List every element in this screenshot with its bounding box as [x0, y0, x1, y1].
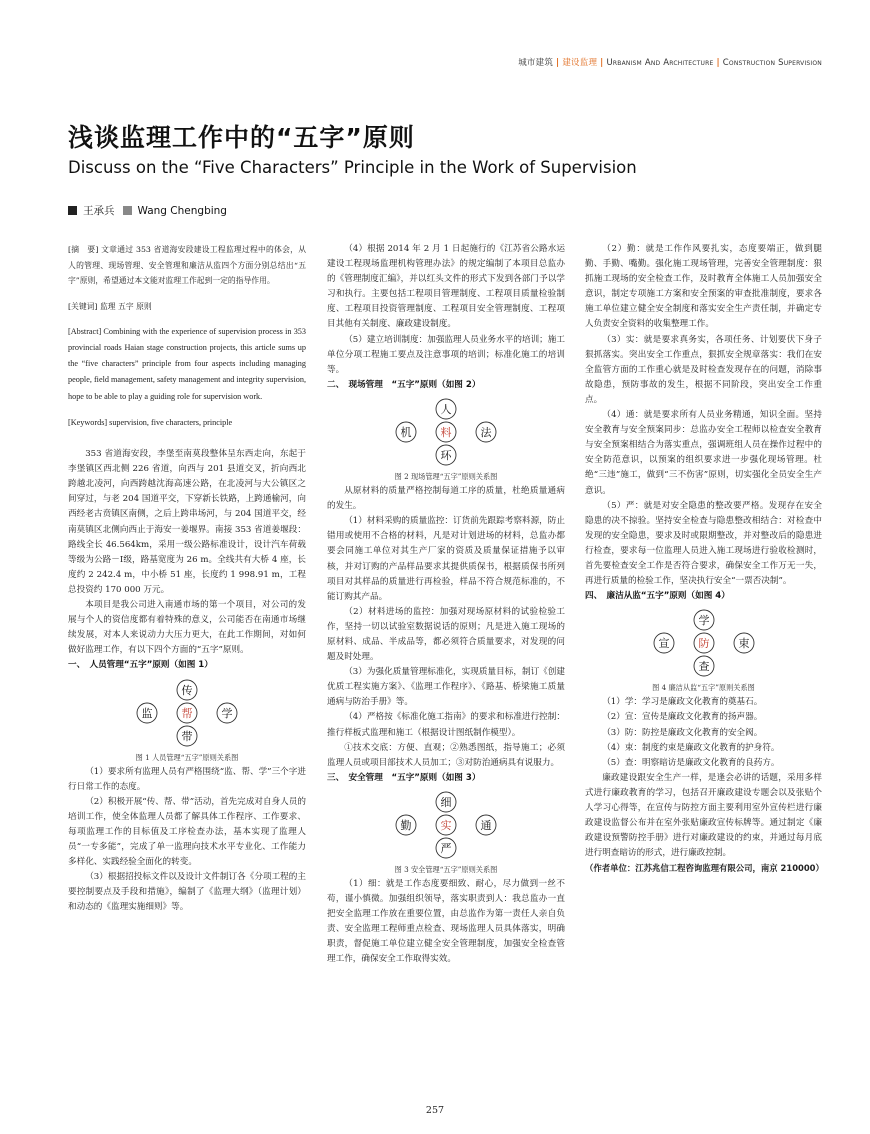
section-4-item-4: （4）束：制度约束是廉政文化教育的护身符。 — [602, 742, 780, 753]
figure-4-top: 学 — [698, 614, 709, 628]
figure-2-left: 机 — [400, 425, 412, 439]
header-part3: Urbanism And Architecture — [606, 58, 714, 68]
section-4-item-2: （2）宣：宣传是廉政文化教育的扬声器。 — [602, 712, 763, 723]
section-2-paragraph-2: （2）材料进场的监控：加强对现场原材料的试验检验工作，坚持一切以试验室数据说话的原则；凡是进入施工现场的原材料、成品、半成品等，都必须符合质量要求，对发现的问题及时处理。 — [327, 606, 565, 663]
figure-2 — [327, 397, 565, 467]
running-header — [405, 56, 822, 70]
section-2-paragraph-0: 从原材料的质量严格控制每道工序的质量，杜绝质量通病的发生。 — [327, 486, 565, 512]
section-4-item-1: （1）学：学习是廉政文化教育的奠基石。 — [602, 697, 763, 708]
header-part2: 建设监理 — [562, 58, 598, 68]
title-english: Discuss on the “Five Characters” Principle in the Work of Supervision — [68, 158, 637, 177]
section-3-heading: 三、 安全管理 “五字”原则（如图 3） — [327, 772, 481, 783]
figure-2-top: 人 — [440, 402, 452, 416]
section-4-paragraph: 廉政建设跟安全生产一样，是逢会必讲的话题，采用多样式进行廉政教育的学习，包括召开廉政建设专题会以及张贴个人学习心得等，在宣传与防控方面主要利用室外宣传栏进行廉政建设监督公布并在室外张贴廉政宣传标牌等。通过制定《廉政建设预警防控手册》进行对廉政建设的约束，并通过每月底进行明查暗访的形式，进行廉政控制。 — [585, 772, 822, 859]
figure-3-center: 实 — [440, 818, 452, 832]
page-number: 257 — [425, 1105, 445, 1116]
figure-4-right: 束 — [738, 637, 749, 651]
section-3-paragraph-4: （4）通：就是要求所有人员业务精通，知识全面。坚持安全教育与安全预案同步：总监办安全工程师以检查安全教育与安全预案相结合为落实重点，强调班组人员在操作过程中的安全防范意识，以预案的组织要求进一步强化现场管理。杜绝“三违”施工，做到“三不伤害”原则，切实强化全员安全生产意识。 — [585, 410, 822, 496]
section-3-paragraph-5: （5）严：就是对安全隐患的整改要严格。发现存在安全隐患的决不掠验。坚持安全检查与隐患整改相结合：对检查中发现的安全隐患，要求及时或限期整改，并对整改后的隐患进行检查，要求每一位监理人员进入施工现场进行验收检测时，首先要检查安全工作是否符合要求，确保安全工作万无一失，再进行质量的检验工作，坚决执行安全“一票否决制”。 — [585, 500, 822, 587]
abstract-chinese: [摘 要] 文章通过 353 省道海安段建设工程监理过程中的体会，从人的管理、现场管理、安全管理和廉洁从监四个方面分别总结出“五字”原则，希望通过本文能对监理工作起到一定的指导作用。 — [68, 245, 306, 286]
section-2-heading: 二、 现场管理 “五字”原则（如图 2） — [327, 379, 481, 390]
header-part4: Construction Supervision — [722, 58, 822, 68]
figure-3-top: 细 — [440, 795, 452, 809]
figure-2-caption: 图 2 现场管理“五字”原则关系图 — [394, 471, 498, 481]
section-1-paragraph-3: （3）根据招投标文件以及设计文件制订各《分项工程的主要控制要点及手段和措施》，编制了《监理大纲》（监理计划）和动态的《监理实施细则》等。 — [68, 872, 306, 913]
column-3 — [585, 242, 822, 876]
figure-3-right: 通 — [480, 818, 492, 832]
intro-paragraph-1: 353 省道海安段，李堡至南莫段整体呈东西走向，东起于李堡镇区西北侧 226 省道，向西与 201 县道交叉，折向西北跨越北凌河，向西跨越沈海高速公路，在北凌河与大公镇区之间穿过，与老 204 国道平交，下穿新长铁路，上跨通榆河，向西经老古贲镇区南侧，之后上跨串场河，与 204 国道平交，经南莫镇区北侧向西止于海安一姜堰界。南接 353 省道姜堰段：路线全长 46.564km，采用一级公路标准设计，设计汽车荷载等级为公路－Ⅰ级，路基宽度为 26 m。全线共有大桥 4 座，长度约 2 242.4 m，中小桥 51 座，长度约 1 998.91 m，工程总投资约 170 000 万元。 — [68, 449, 306, 595]
section-2-paragraph-4: （4）严格按《标准化施工指南》的要求和标准进行控制：推行样板式监理和施工（根据设计图纸制作模型）。 — [327, 712, 565, 738]
section-1-paragraph-4: （4）根据 2014 年 2 月 1 日起施行的《江苏省公路水运建设工程现场监理机构管理办法》的规定编制了本项目总监办的《管理制度汇编》，并以红头文件的形式下发到各部门予以学习和执行。主要包括工程项目管理制度、工程项目质量检验制度、工程项目投资管理制度、工程项目安全管理制度、工程项目其他有关制度、廉政建设制度。 — [327, 244, 565, 330]
figure-1-right: 学 — [221, 706, 233, 720]
figure-2-right: 法 — [480, 425, 492, 439]
figure-3-caption: 图 3 安全管理“五字”原则关系图 — [394, 864, 498, 874]
section-3-paragraph-3: （3）实：就是要求真务实，各项任务、计划要伏下身子狠抓落实。突出安全工作重点，狠抓安全规章落实：我们在安全监管方面的工作重心就是及时检查发现存在的问题，消除事故隐患，预防事故的发生，根据不同阶段，突出安全工作重点。 — [585, 334, 822, 405]
section-4-item-3: （3）防：防控是廉政文化教育的安全阀。 — [602, 727, 763, 738]
section-1-paragraph-2: （2）积极开展“传、帮、带”活动，首先完成对自身人员的培训工作，使全体监理人员都了解具体工作程序、工作要求、每项监理工作的目标值及工序检查办法，基本实现了监理人员“一专多能”，完成了单一监理向技术水平专业化、工作能力多样化、实践经验全面化的转变。 — [68, 796, 306, 868]
header-sep-2: | — [600, 58, 604, 68]
author-chinese: 王承兵 — [83, 205, 115, 217]
header-part1: 城市建筑 — [518, 58, 554, 68]
figure-4-bottom: 查 — [698, 660, 709, 674]
section-3-paragraph-2: （2）勤：就是工作作风要扎实，态度要端正，做到腿勤、手勤、嘴勤。强化施工现场管理，完善安全管理制度：狠抓施工现场的安全检查工作，及时教育全体施工人员加强安全意识，制定专项施工方案和安全预案的审查批准制度，要求各施工单位建立健全安全制度和落实安全生产责任制，并确定专人负责安全资料的收集整理工作。 — [585, 244, 822, 330]
section-4-item-5: （5）查：明察暗访是廉政文化教育的良药方。 — [602, 757, 780, 768]
column-2 — [327, 242, 565, 968]
figure-3 — [327, 790, 565, 860]
figure-2-center: 料 — [440, 425, 452, 439]
figure-3-left: 勤 — [400, 818, 412, 832]
keywords-chinese: [关键词] 监理 五字 原则 — [68, 301, 152, 311]
keywords-english: [Keywords] supervision, five characters, principle — [68, 417, 233, 427]
figure-3-bottom: 严 — [440, 841, 452, 855]
section-4-heading: 四、 廉洁从监“五字”原则（如图 4） — [585, 591, 730, 602]
figure-1-left: 监 — [141, 706, 153, 720]
figure-4-caption: 图 4 廉洁从监“五字”原则关系图 — [652, 683, 755, 693]
figure-4-center: 防 — [698, 637, 709, 651]
section-2-paragraph-5: ①技术交底：方便、直观；②熟悉图纸，指导施工；必须监理人员或项目部技术人员加工；③对防治通病具有说服力。 — [327, 742, 565, 768]
header-sep-1: | — [556, 58, 560, 68]
section-2-paragraph-3: （3）为强化质量管理标准化，实现质量目标，制订《创建优质工程实施方案》、《监理工作程序》、《路基、桥梁施工质量通病与防治手册》等。 — [327, 667, 565, 708]
figure-4-left: 宣 — [658, 637, 669, 651]
figure-1-caption: 图 1 人员管理“五字”原则关系图 — [135, 752, 239, 762]
author-affiliation: （作者单位：江苏兆信工程咨询监理有限公司，南京 210000） — [585, 863, 824, 874]
figure-1-top: 传 — [181, 683, 193, 697]
abstract-english: [Abstract] Combining with the experience of supervision process in 353 provincial roads Haian stage construction projects, this article sums up the “five characters” principle from four aspects including managing people, field management, safety management and integrity supervision, hope to be able to play a guiding role for supervision work. — [68, 326, 306, 401]
header-sep-3: | — [716, 58, 720, 68]
square-bullet-icon — [123, 206, 132, 215]
section-1-paragraph-1: （1）要求所有监理人员有严格围绕“监、帮、学”三个字进行日常工作的态度。 — [68, 766, 306, 792]
figure-1-bottom: 带 — [181, 729, 193, 743]
figure-1 — [68, 678, 306, 748]
figure-4 — [585, 608, 822, 678]
figure-1-center: 帮 — [181, 706, 193, 720]
section-2-paragraph-1: （1）材料采购的质量监控：订货前先跟踪考察料源，防止错用或使用不合格的材料，凡是对计划进场的材料，总监办都要会同施工单位对其生产厂家的资质及质量保证措施予以审核，并对订购的产品样品要求其提供质保书，根据质保书所列项目对其样品的质量进行再检验，样品不符合规范标准的，不能订购其产品。 — [327, 516, 565, 602]
column-1 — [68, 242, 306, 916]
title-chinese: 浅谈监理工作中的“五字”原则 — [68, 123, 415, 152]
author-english: Wang Chengbing — [137, 205, 227, 217]
section-1-heading: 一、 人员管理“五字”原则（如图 1） — [68, 660, 213, 671]
section-3-paragraph-1: （1）细：就是工作态度要细致、耐心，尽力做到一丝不苟，谨小慎微。加强组织领导，落实职责到人：我总监办一直把安全监理工作放在重要位置，由总监作为第一责任人亲自负责、安全监理工程师重点检查、现场监理人员具体落实，明确职责，督促施工单位建立健全安全管理制度，加强安全检查管理工作，确保安全工作取得实效。 — [327, 879, 565, 965]
square-bullet-icon — [68, 206, 77, 215]
section-1-paragraph-5: （5）建立培训制度：加强监理人员业务水平的培训；施工单位分项工程施工要点及注意事项的培训；标准化施工的培训等。 — [327, 334, 565, 375]
figure-2-bottom: 环 — [440, 448, 452, 462]
intro-paragraph-2: 本项目是我公司进入南通市场的第一个项目，对公司的发展与个人的资信度都有着特殊的意义，公司能否在南通市场继续发展，对本人来说动力大压力更大，在此工作期间，对如何做好监理工作，有以下四个方面的“五字”原则。 — [68, 600, 306, 656]
author-line — [68, 203, 227, 218]
